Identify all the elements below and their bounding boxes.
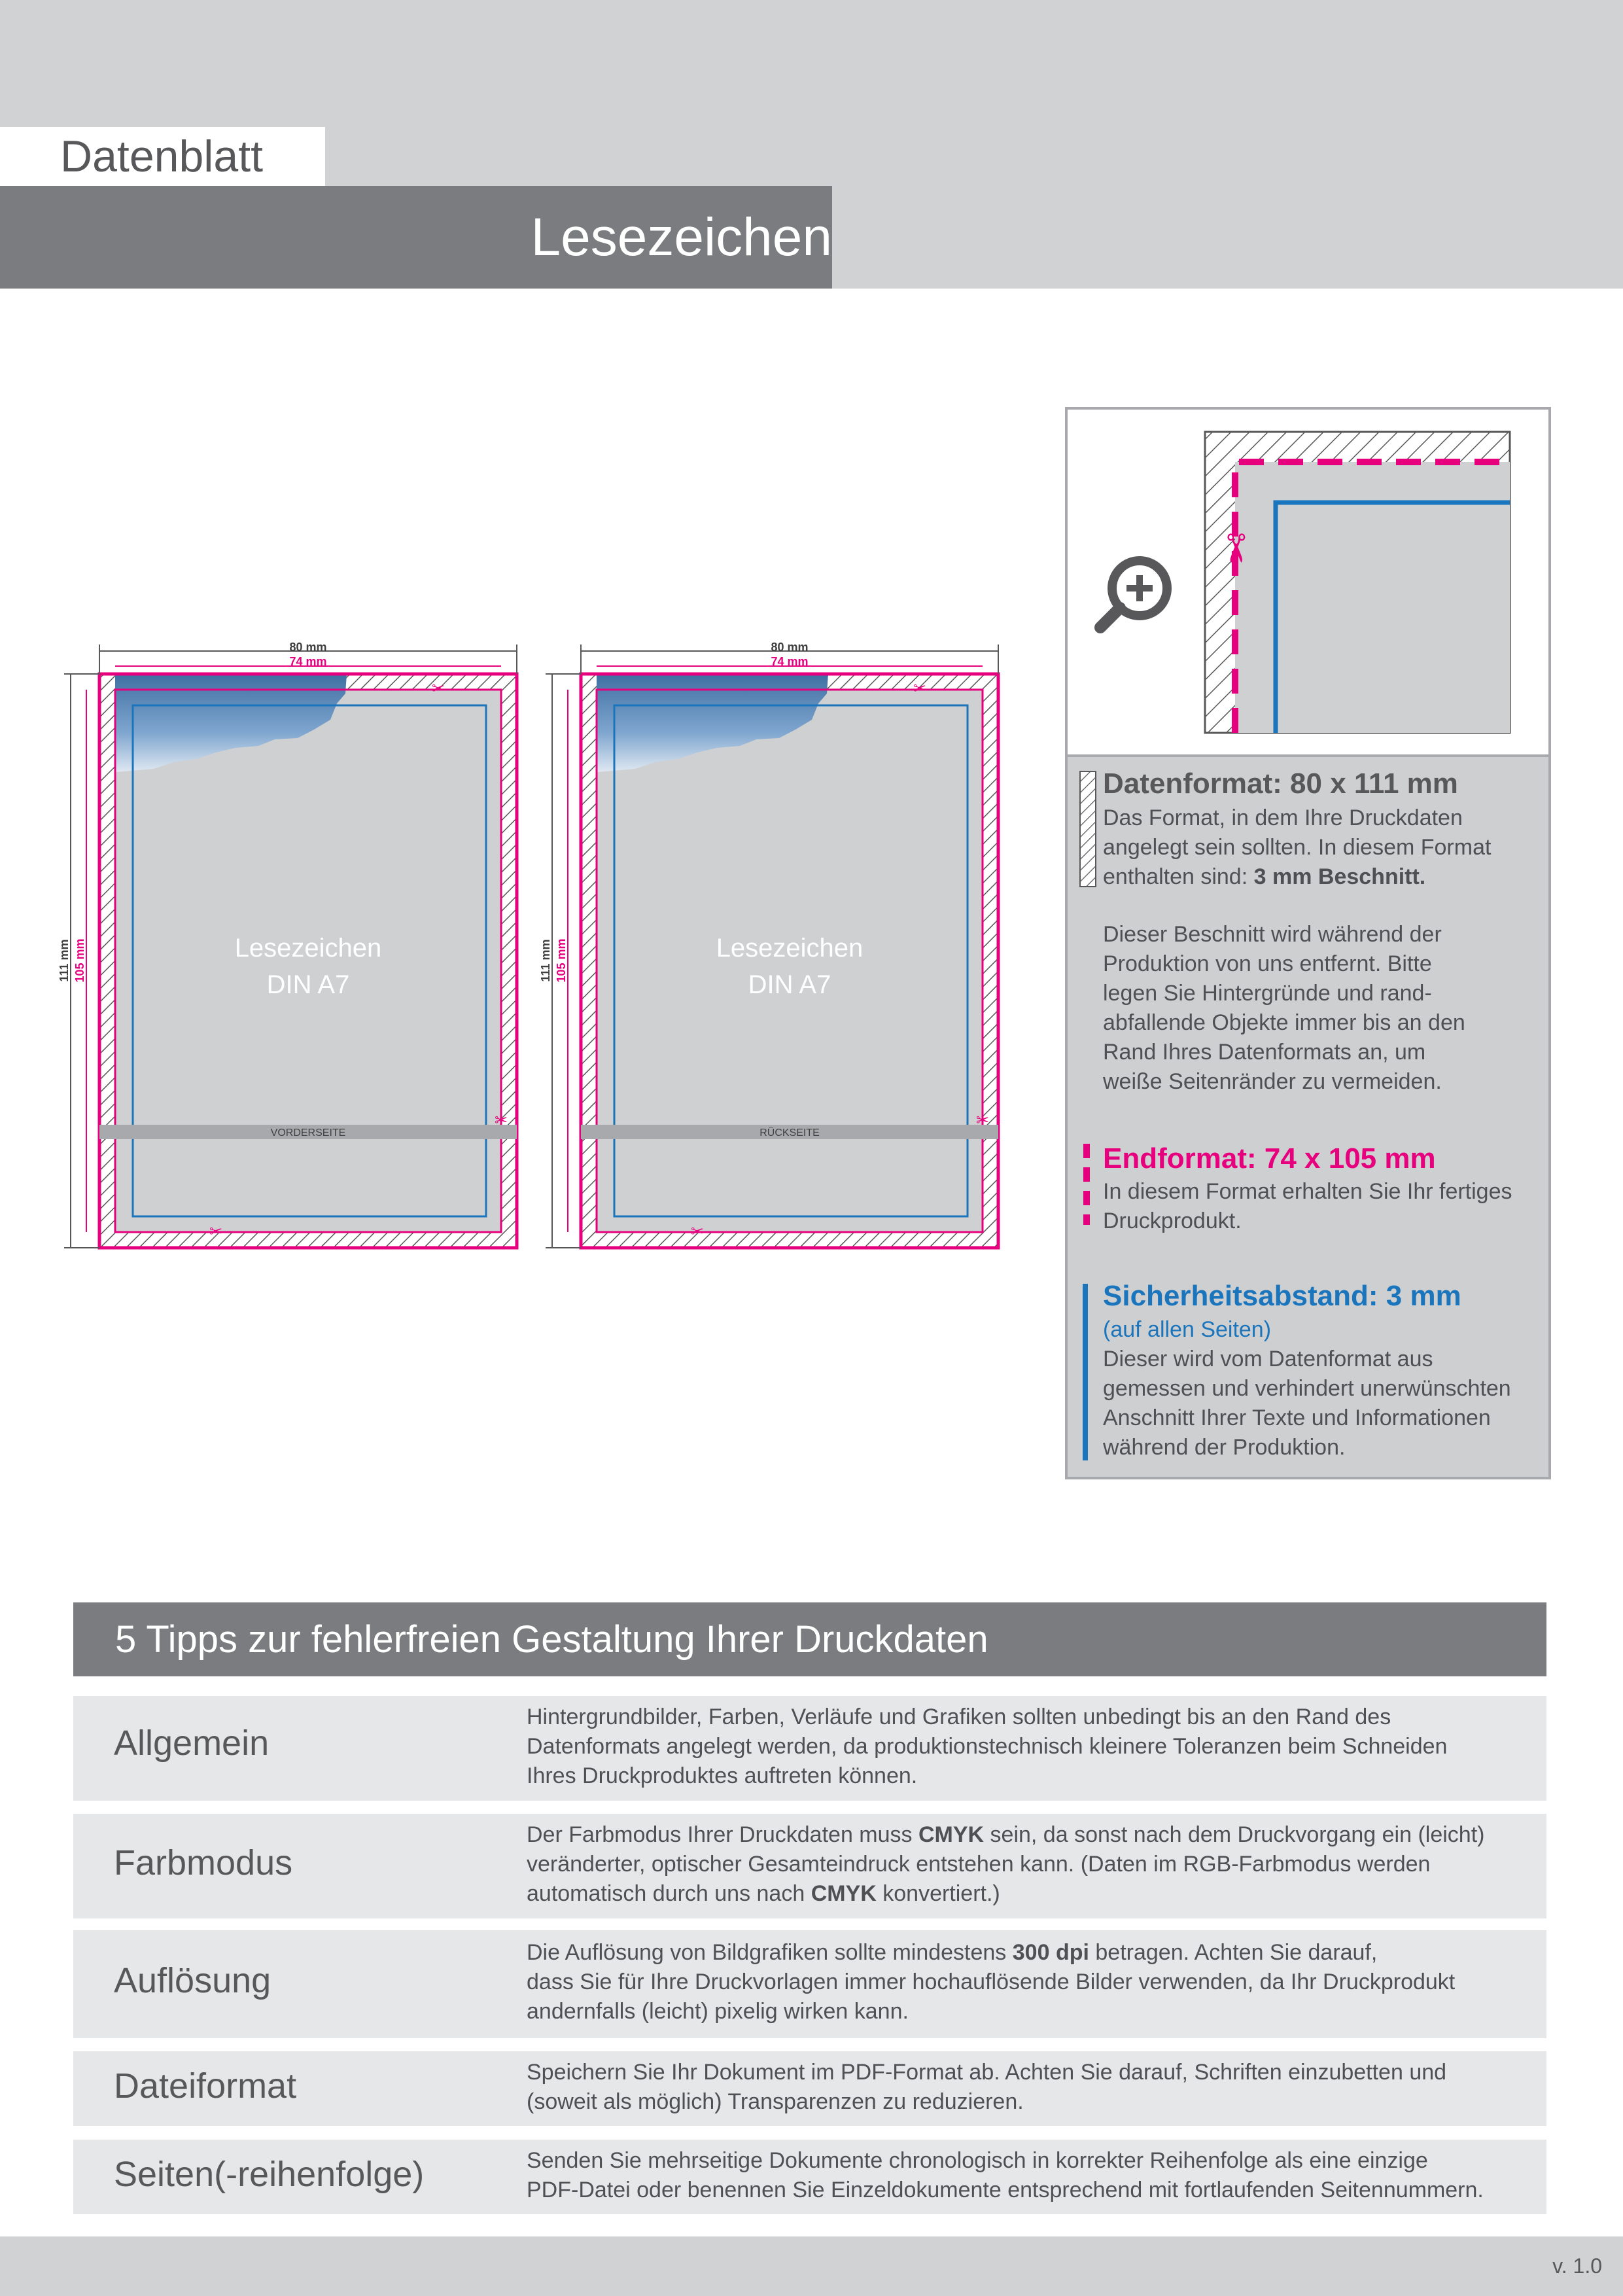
datenformat-text-1: Das Format, in dem Ihre Druckdaten xyxy=(1103,805,1463,830)
datenformat-title: Datenformat: 80 x 111 mm xyxy=(1103,768,1458,800)
front-height-outer: 111 mm xyxy=(58,939,71,982)
back-product-line1: Lesezeichen xyxy=(716,934,864,963)
tips-title: 5 Tipps zur fehlerfreien Gestaltung Ihrer Druckdaten xyxy=(115,1618,988,1661)
magnifier-plus-icon xyxy=(1100,561,1167,627)
datenformat-text-3 xyxy=(1103,862,1425,892)
tip-line xyxy=(527,1820,1534,1850)
format-diagram xyxy=(0,628,1021,1256)
tip-row-dateiformat xyxy=(73,2051,1546,2126)
front-side-label: VORDERSEITE xyxy=(270,1127,346,1139)
datenformat-hatch-marker xyxy=(1079,771,1096,887)
tip-row-farbmodus xyxy=(73,1814,1546,1918)
back-height-outer: 111 mm xyxy=(539,939,552,982)
back-width-inner: 74 mm xyxy=(771,655,809,668)
tip-label: Auflösung xyxy=(114,1961,271,2000)
datenformat-text-3-bold: 3 mm Beschnitt. xyxy=(1253,864,1426,889)
front-width-outer: 80 mm xyxy=(289,641,327,654)
front-product-line2: DIN A7 xyxy=(266,970,350,999)
endformat-marker xyxy=(1082,1144,1091,1225)
front-scissors-icon-bottom: ✂ xyxy=(209,1223,223,1241)
tip-line: andernfalls (leicht) pixelig wirken kann. xyxy=(527,1999,909,2024)
tip-text xyxy=(527,2146,1534,2205)
back-scissors-icon-top: ✂ xyxy=(913,680,927,698)
tip-line: (soweit als möglich) Transparenzen zu reduzieren. xyxy=(527,2089,1024,2114)
tip-row-seitenreihenfolge xyxy=(73,2140,1546,2214)
back-product-line2: DIN A7 xyxy=(748,970,831,999)
tip-text-bold: 300 dpi xyxy=(1012,1940,1089,1965)
tip-text-part: konvertiert.) xyxy=(876,1881,1000,1906)
datenformat-text-3-pre: enthalten sind: xyxy=(1103,864,1254,889)
tip-line: Speichern Sie Ihr Dokument im PDF-Format ab. Achten Sie darauf, Schriften einzubetten und xyxy=(527,2060,1447,2085)
sicherheit-line-3: Anschnitt Ihrer Texte und Informationen xyxy=(1103,1405,1491,1430)
beschnitt-line-3: legen Sie Hintergründe und rand- xyxy=(1103,981,1432,1006)
tip-text xyxy=(527,1820,1534,1909)
sicherheit-title: Sicherheitsabstand: 3 mm xyxy=(1103,1280,1461,1312)
tip-label: Farbmodus xyxy=(114,1843,293,1882)
endformat-line-2: Druckprodukt. xyxy=(1103,1209,1242,1233)
front-scissors-icon-right: ✂ xyxy=(495,1112,508,1129)
tip-text xyxy=(527,1938,1534,2026)
tip-line: Hintergrundbilder, Farben, Verläufe und Grafiken sollten unbedingt bis an den Rand des xyxy=(527,1704,1391,1729)
zoom-detail xyxy=(1068,410,1548,754)
beschnitt-line-4: abfallende Objekte immer bis an den xyxy=(1103,1010,1465,1035)
front-width-inner: 74 mm xyxy=(289,655,327,668)
endformat-line-1: In diesem Format erhalten Sie Ihr fertiges xyxy=(1103,1179,1512,1204)
tip-line: veränderter, optischer Gesamteindruck entstehen kann. (Daten im RGB-Farbmodus werden xyxy=(527,1852,1431,1877)
beschnitt-line-5: Rand Ihres Datenformats an, um xyxy=(1103,1040,1426,1065)
tip-line: Ihres Druckproduktes auftreten können. xyxy=(527,1763,918,1788)
scissors-icon: ✂ xyxy=(1213,531,1257,565)
tip-line: Datenformats angelegt werden, da produktionstechnisch kleinere Toleranzen beim Schneiden xyxy=(527,1734,1448,1759)
beschnitt-line-6: weiße Seitenränder zu vermeiden. xyxy=(1103,1069,1442,1094)
version-label: v. 1.0 xyxy=(1552,2254,1602,2278)
tip-text-part: sein, da sonst nach dem Druckvorgang ein (leicht) xyxy=(984,1822,1485,1847)
tip-text-part: automatisch durch uns nach xyxy=(527,1881,811,1906)
back-scissors-icon-bottom: ✂ xyxy=(691,1223,705,1241)
tip-label: Allgemein xyxy=(114,1723,270,1763)
tip-text-bold: CMYK xyxy=(811,1881,877,1906)
back-height-inner: 105 mm xyxy=(555,938,568,983)
tip-text xyxy=(527,2058,1534,2117)
beschnitt-line-1: Dieser Beschnitt wird während der xyxy=(1103,922,1442,947)
tip-line: Senden Sie mehrseitige Dokumente chronologisch in korrekter Reihenfolge als eine einzige xyxy=(527,2148,1428,2173)
back-diagram xyxy=(539,641,998,1248)
beschnitt-line-2: Produktion von uns entfernt. Bitte xyxy=(1103,951,1432,976)
tip-text xyxy=(527,1703,1534,1791)
datenformat-text-2: angelegt sein sollten. In diesem Format xyxy=(1103,835,1492,860)
tip-text-bold: CMYK xyxy=(918,1822,985,1847)
tip-text-part: Die Auflösung von Bildgrafiken sollte mindestens xyxy=(527,1940,1013,1965)
back-side-label: RÜCKSEITE xyxy=(759,1127,820,1139)
back-width-outer: 80 mm xyxy=(771,641,809,654)
front-height-inner: 105 mm xyxy=(73,938,86,983)
tip-text-part: betragen. Achten Sie darauf, xyxy=(1089,1940,1378,1965)
tip-line xyxy=(527,1879,1534,1909)
tip-row-allgemein xyxy=(73,1696,1546,1801)
sicherheit-line-1: Dieser wird vom Datenformat aus xyxy=(1103,1347,1433,1371)
page-title: Lesezeichen xyxy=(531,207,832,267)
tip-row-aufloesung xyxy=(73,1930,1546,2038)
tip-line: PDF-Datei oder benennen Sie Einzeldokumente entsprechend mit fortlaufenden Seitennummern. xyxy=(527,2178,1484,2202)
sicherheit-subtitle: (auf allen Seiten) xyxy=(1103,1317,1272,1342)
tip-line xyxy=(527,1938,1534,1968)
tip-text-part: Der Farbmodus Ihrer Druckdaten muss xyxy=(527,1822,918,1847)
sicherheit-line-2: gemessen und verhindert unerwünschten xyxy=(1103,1376,1511,1401)
front-product-line1: Lesezeichen xyxy=(234,934,382,963)
tip-label: Dateiformat xyxy=(114,2066,297,2106)
endformat-title: Endformat: 74 x 105 mm xyxy=(1103,1142,1436,1174)
front-scissors-icon-top: ✂ xyxy=(432,680,445,698)
front-diagram xyxy=(58,641,517,1248)
sicherheit-line-4: während der Produktion. xyxy=(1103,1435,1346,1460)
tip-line: dass Sie für Ihre Druckvorlagen immer hochauflösende Bilder verwenden, da Ihr Druckprodukt xyxy=(527,1969,1456,1994)
footer-bar xyxy=(0,2236,1623,2296)
zoom-detail-box xyxy=(1065,407,1551,757)
back-scissors-icon-right: ✂ xyxy=(976,1112,990,1129)
tip-label: Seiten(-reihenfolge) xyxy=(114,2155,425,2194)
doc-label: Datenblatt xyxy=(60,132,263,181)
sicherheit-marker xyxy=(1083,1284,1088,1460)
